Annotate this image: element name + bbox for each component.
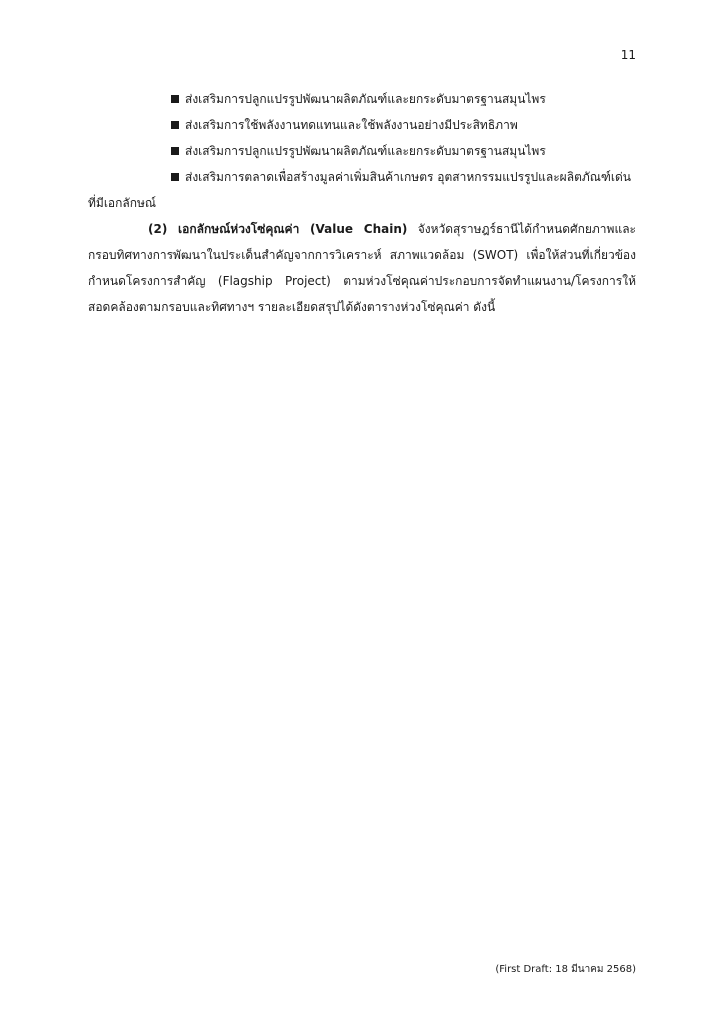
section-heading: (2) เอกลักษณ์ห่วงโซ่คุณค่า (Value Chain) bbox=[148, 222, 408, 236]
bullet-text: ส่งเสริมการตลาดเพื่อสร้างมูลค่าเพิ่มสินค้าเกษตร อุตสาหกรรมแปรรูปและผลิตภัณฑ์เด่น bbox=[185, 170, 631, 184]
list-item bbox=[171, 86, 636, 112]
square-bullet-icon bbox=[171, 95, 179, 103]
bullet-text: ส่งเสริมการปลูกแปรรูปพัฒนาผลิตภัณฑ์และยกระดับมาตรฐานสมุนไพร bbox=[185, 144, 546, 158]
value-chain-paragraph bbox=[88, 216, 636, 320]
bullet-text: ส่งเสริมการปลูกแปรรูปพัฒนาผลิตภัณฑ์และยกระดับมาตรฐานสมุนไพร bbox=[185, 92, 546, 106]
page-number: 11 bbox=[620, 48, 636, 62]
bullet-text: ส่งเสริมการใช้พลังงานทดแทนและใช้พลังงานอย่างมีประสิทธิภาพ bbox=[185, 118, 518, 132]
bullet-list bbox=[88, 86, 636, 190]
square-bullet-icon bbox=[171, 147, 179, 155]
bullet-continuation: ที่มีเอกลักษณ์ bbox=[88, 196, 157, 210]
square-bullet-icon bbox=[171, 173, 179, 181]
list-item bbox=[171, 138, 636, 164]
square-bullet-icon bbox=[171, 121, 179, 129]
draft-footer: (First Draft: 18 มีนาคม 2568) bbox=[495, 964, 636, 975]
document-body bbox=[88, 86, 636, 320]
list-item bbox=[171, 164, 636, 190]
list-item bbox=[171, 112, 636, 138]
section-body: จังหวัดสุราษฎร์ธานีได้กำหนดศักยภาพและกรอบทิศทางการพัฒนาในประเด็นสำคัญจากการวิเคราะห์ สภาพแวดล้อม (SWOT) เพื่อให้ส่วนที่เกี่ยวข้องกำหนดโครงการสำคัญ (Flagship Project) ตามห่วงโซ่คุณค่าประกอบการจัดทำแผนงาน/โครงการให้สอดคล้องตามกรอบและทิศทางฯ รายละเอียดสรุปได้ดังตารางห่วงโซ่คุณค่า ดังนี้ bbox=[88, 222, 636, 314]
